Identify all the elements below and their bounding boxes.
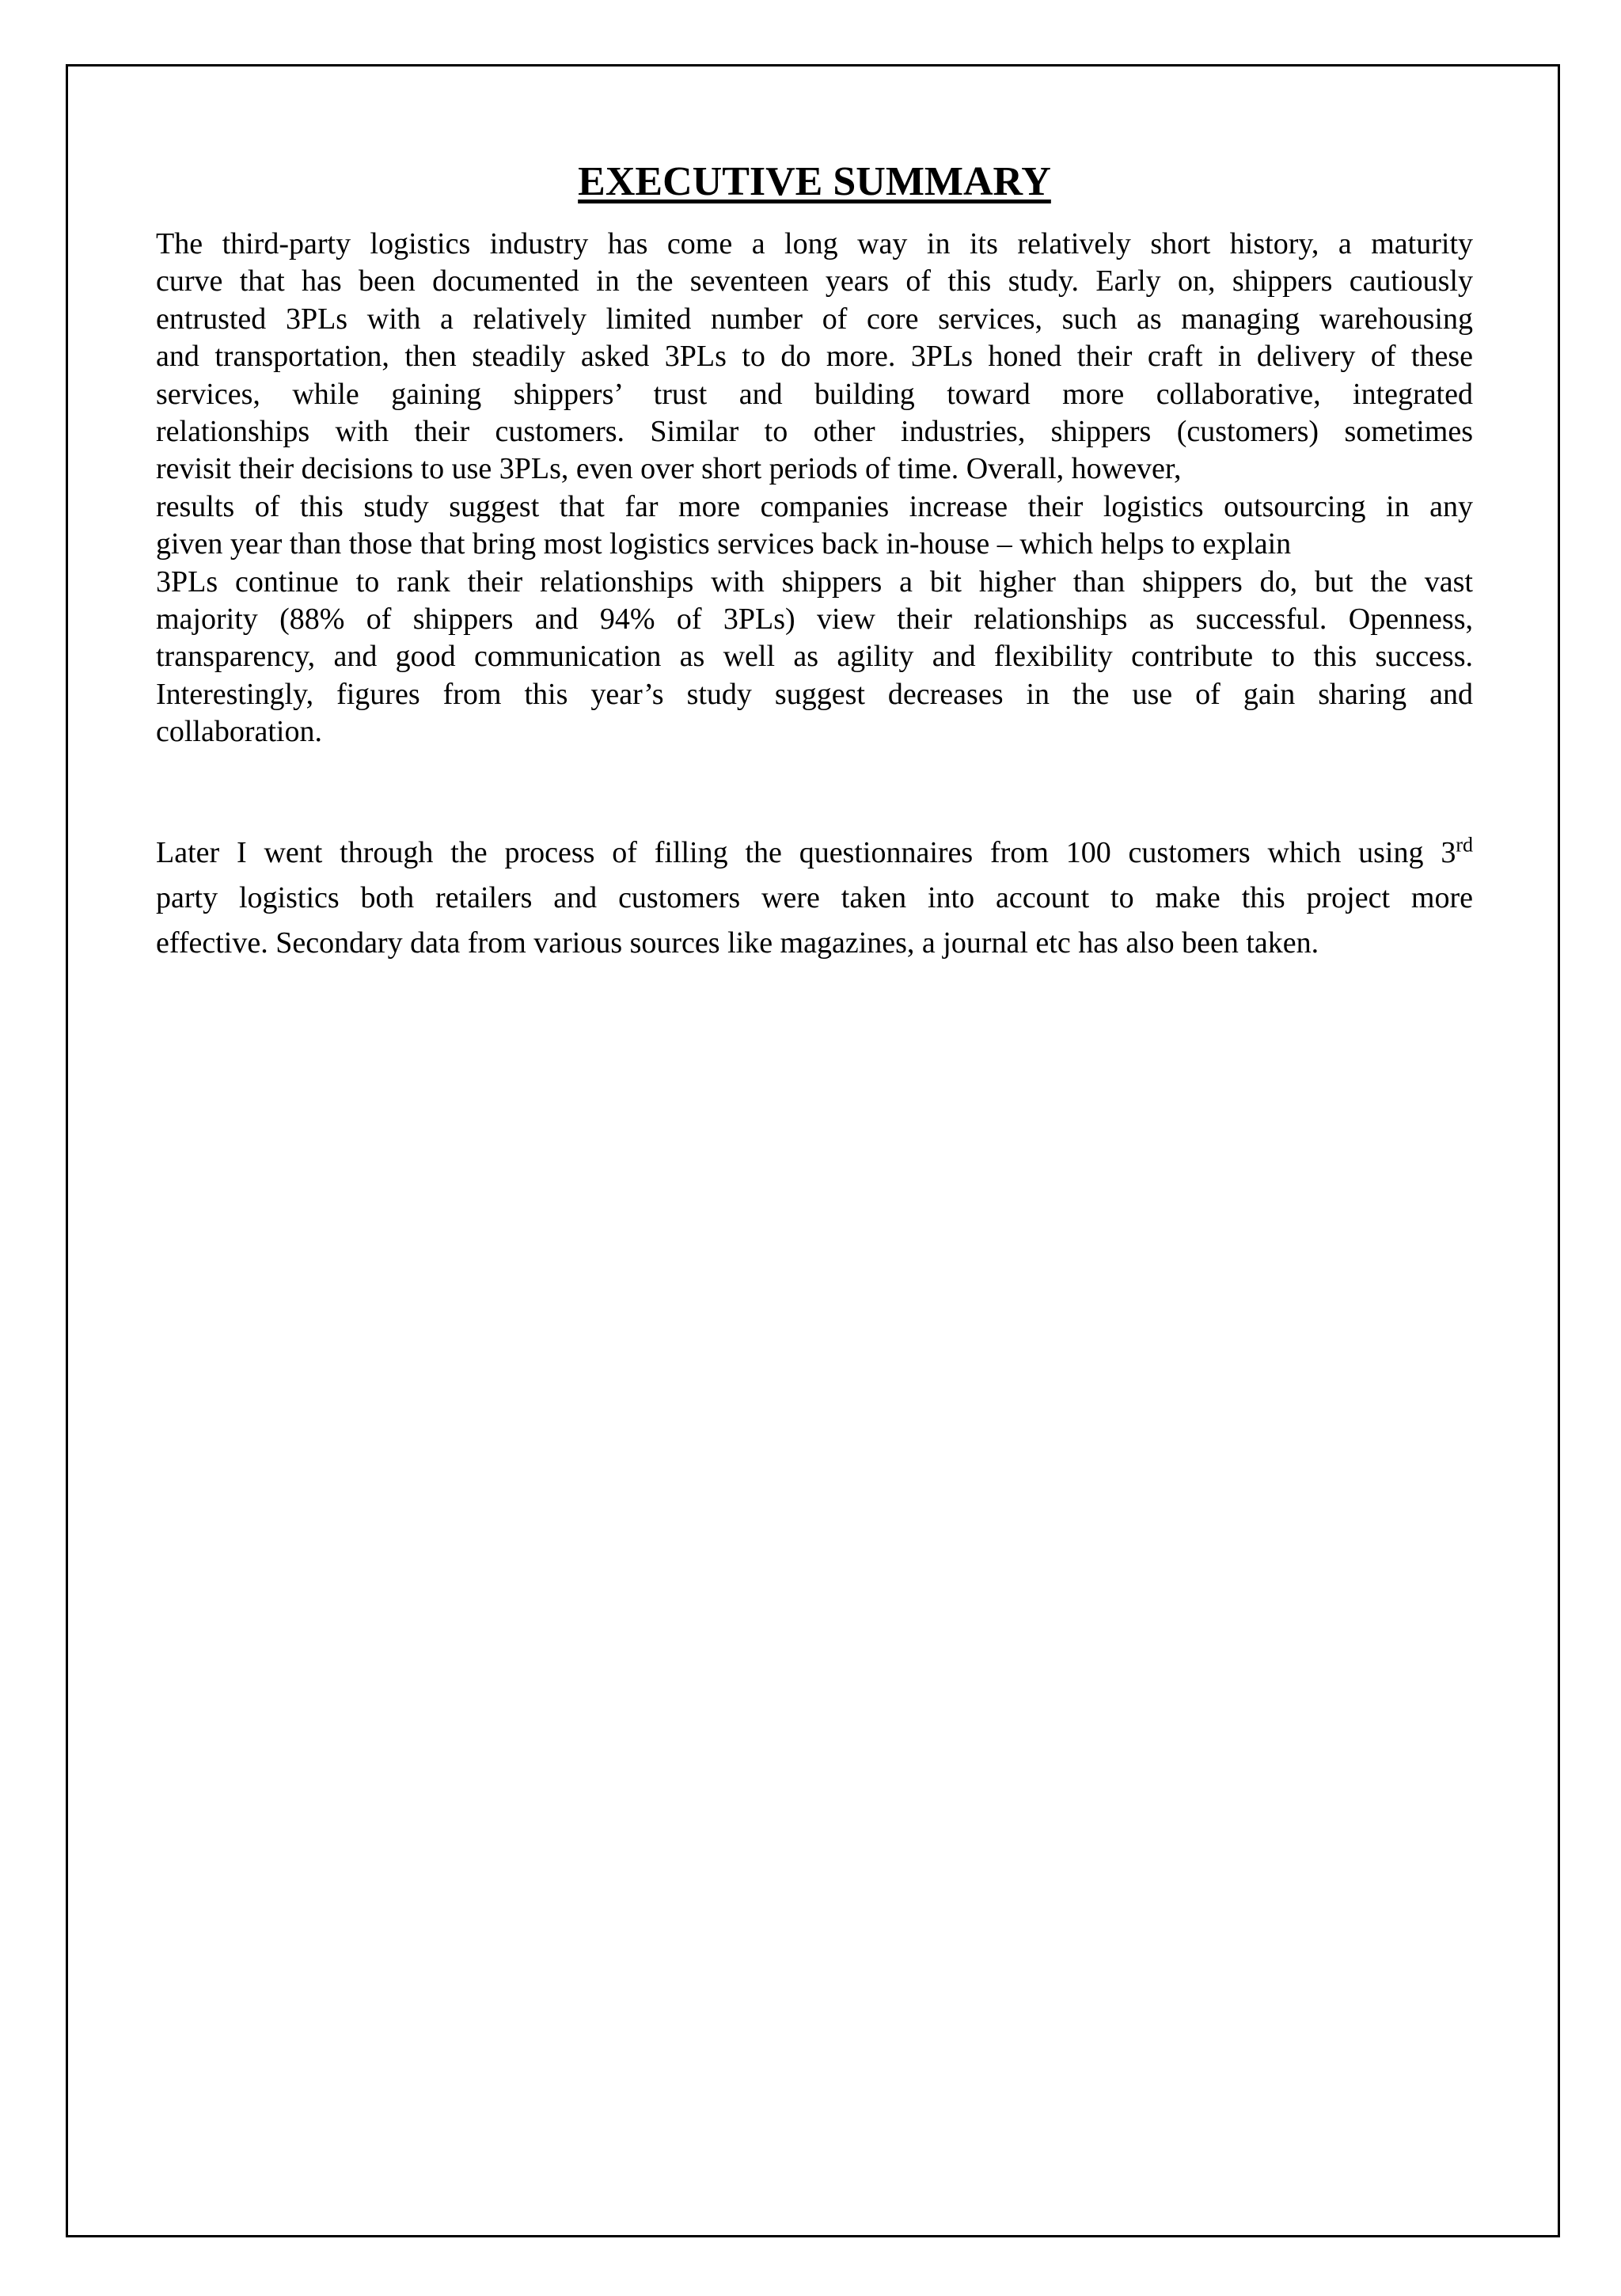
methodology-paragraph bbox=[156, 831, 1473, 966]
paragraph-line: revisit their decisions to use 3PLs, even over short periods of time. Overall, however, bbox=[156, 452, 1182, 486]
ordinal-superscript: rd bbox=[1456, 833, 1473, 857]
paragraph-line: curve that has been documented in the seventeen years of this study. Early on, shippers cautiously bbox=[156, 264, 1473, 298]
paragraph-line: party logistics both retailers and customers were taken into account to make this project more bbox=[156, 880, 1473, 914]
paragraph-line: transparency, and good communication as well as agility and flexibility contribute to this success. bbox=[156, 640, 1473, 674]
paragraph-line: relationships with their customers. Similar to other industries, shippers (customers) sometimes bbox=[156, 415, 1473, 449]
paragraph-line: results of this study suggest that far more companies increase their logistics outsourcing in any bbox=[156, 489, 1473, 523]
document-body bbox=[156, 154, 1473, 996]
page-title: EXECUTIVE SUMMARY bbox=[578, 159, 1051, 204]
paragraph-line: majority (88% of shippers and 94% of 3PLs) view their relationships as successful. Openness, bbox=[156, 603, 1473, 637]
paragraph-line: effective. Secondary data from various sources like magazines, a journal etc has also been taken. bbox=[156, 926, 1319, 960]
paragraph-line: The third-party logistics industry has come a long way in its relatively short history, a maturity bbox=[156, 227, 1473, 260]
paragraph-line: entrusted 3PLs with a relatively limited number of core services, such as managing warehousing bbox=[156, 302, 1473, 336]
paragraph-line-text: Later I went through the process of filling the questionnaires from 100 customers which using 3 bbox=[156, 835, 1456, 869]
paragraph-line: 3PLs continue to rank their relationships with shippers a bit higher than shippers do, but the vast bbox=[156, 564, 1473, 599]
paragraph-line bbox=[156, 831, 1473, 876]
paragraph-line: given year than those that bring most logistics services back in-house – which helps to explain bbox=[156, 527, 1292, 561]
paragraph-line: and transportation, then steadily asked 3PLs to do more. 3PLs honed their craft in delivery of these bbox=[156, 340, 1473, 374]
summary-paragraph bbox=[156, 226, 1473, 751]
paragraph-line: services, while gaining shippers’ trust and building toward more collaborative, integrated bbox=[156, 377, 1473, 411]
paragraph-line: collaboration. bbox=[156, 715, 322, 749]
paragraph-line: Interestingly, figures from this year’s study suggest decreases in the use of gain sharing and bbox=[156, 677, 1473, 711]
